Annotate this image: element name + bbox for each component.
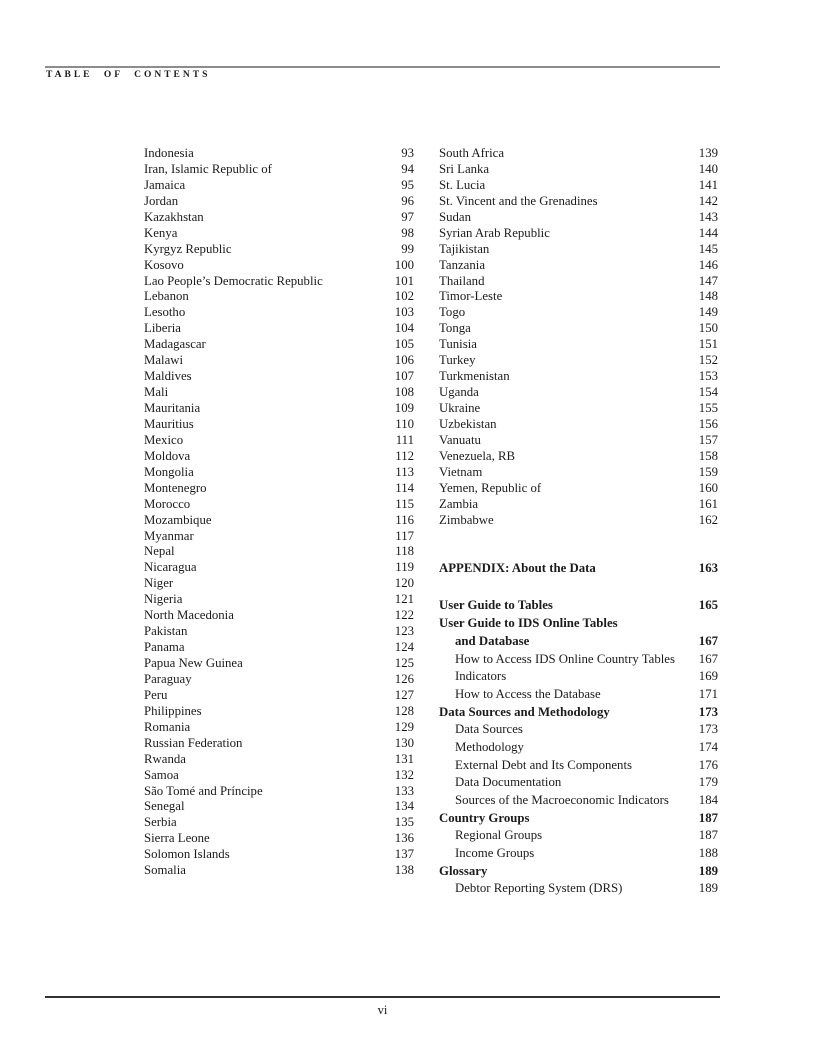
toc-appendix-list [439, 597, 718, 898]
toc-entry [144, 258, 414, 274]
toc-entry [439, 162, 718, 178]
toc-entry-title: Glossary [439, 863, 488, 878]
toc-entry-title: Montenegro [144, 480, 207, 495]
toc-entry [439, 810, 718, 828]
toc-entry-page: 153 [698, 369, 718, 384]
toc-entry-title: Serbia [144, 815, 177, 830]
toc-entry [439, 146, 718, 162]
toc-entry [144, 449, 414, 465]
toc-entry-title: User Guide to Tables [439, 598, 553, 613]
toc-entry [144, 481, 414, 497]
toc-entry [144, 194, 414, 210]
toc-entry [439, 449, 718, 465]
toc-entry-title: Data Sources and Methodology [439, 704, 610, 719]
toc-entry-title: Indonesia [144, 146, 194, 160]
toc-entry-title: Rwanda [144, 751, 186, 766]
toc-entry-page: 105 [394, 337, 414, 352]
toc-entry [439, 433, 718, 449]
toc-entry-title: Nigeria [144, 592, 183, 607]
toc-entry [439, 668, 718, 686]
toc-entry [439, 385, 718, 401]
toc-entry-title: Yemen, Republic of [439, 480, 542, 495]
toc-entry [439, 739, 718, 757]
toc-entry [439, 401, 718, 417]
toc-entry-title: Tunisia [439, 337, 477, 352]
toc-entry [144, 146, 414, 162]
toc-entry-page: 161 [698, 496, 718, 511]
toc-entry [144, 863, 414, 879]
toc-entry [439, 513, 718, 529]
toc-entry-page: 138 [394, 863, 414, 878]
page-header-title: TABLE OF CONTENTS [46, 70, 211, 80]
toc-entry-page: 95 [401, 177, 414, 192]
toc-entry-title: Zambia [439, 496, 479, 511]
toc-entry-page: 122 [394, 608, 414, 623]
toc-entry-title: Syrian Arab Republic [439, 225, 550, 240]
toc-entry [144, 210, 414, 226]
toc-entry-page: 103 [394, 305, 414, 320]
toc-entry-page: 117 [395, 528, 414, 543]
toc-entry-page: 189 [698, 863, 718, 878]
toc-entry-page: 150 [698, 321, 718, 336]
toc-entry-title: Data Sources [455, 722, 523, 737]
toc-entry-title: Sierra Leone [144, 831, 210, 846]
toc-entry-page: 188 [698, 846, 718, 861]
toc-entry-title: Mongolia [144, 464, 194, 479]
toc-entry-page: 156 [698, 416, 718, 431]
toc-entry [439, 178, 718, 194]
toc-entry [144, 401, 414, 417]
toc-entry [439, 369, 718, 385]
toc-entry-title: Indicators [455, 669, 507, 684]
toc-entry-page: 118 [395, 544, 414, 559]
toc-entry-title: Vietnam [439, 464, 483, 479]
toc-entry-page: 146 [698, 257, 718, 272]
toc-entry-page: 167 [698, 633, 718, 648]
toc-entry-page: 113 [395, 464, 414, 479]
toc-entry-title: Philippines [144, 703, 202, 718]
toc-entry-title: North Macedonia [144, 608, 234, 623]
toc-entry-title: Zimbabwe [439, 512, 494, 527]
toc-entry [439, 827, 718, 845]
toc-entry [144, 704, 414, 720]
toc-entry-title: Moldova [144, 448, 191, 463]
toc-entry-title: Thailand [439, 273, 485, 288]
toc-entry-page: 184 [698, 793, 718, 807]
toc-entry-title: Senegal [144, 799, 185, 814]
toc-entry-page: 121 [394, 592, 414, 607]
toc-entry-page: 159 [698, 464, 718, 479]
toc-entry-page: 98 [401, 225, 414, 240]
toc-entry-title: Jordan [144, 193, 179, 208]
toc-entry-title: Niger [144, 576, 174, 591]
toc-entry [144, 497, 414, 513]
toc-entry-page: 173 [698, 722, 718, 737]
page-number: vi [377, 1003, 388, 1017]
toc-entry [439, 721, 718, 739]
toc-entry-page: 128 [394, 703, 414, 718]
toc-entry [439, 337, 718, 353]
toc-entry-page: 100 [394, 257, 414, 272]
toc-entry-page: 130 [394, 735, 414, 750]
toc-left-column [144, 146, 414, 879]
toc-entry-page: 109 [394, 401, 414, 415]
toc-entry [144, 752, 414, 768]
toc-entry-page: 110 [395, 416, 414, 431]
toc-entry-page: 158 [698, 448, 718, 463]
toc-entry [144, 513, 414, 529]
toc-entry [144, 784, 414, 800]
toc-entry-title: Iran, Islamic Republic of [144, 161, 272, 176]
toc-entry-page: 104 [394, 321, 414, 336]
toc-entry [439, 194, 718, 210]
toc-entry-title: Papua New Guinea [144, 656, 243, 670]
toc-entry-title: How to Access the Database [455, 686, 601, 701]
toc-entry-title: Somalia [144, 863, 186, 878]
toc-entry-page: 135 [394, 815, 414, 830]
toc-entry [144, 162, 414, 178]
toc-entry-title: Tanzania [439, 257, 485, 272]
toc-entry-page: 116 [395, 512, 414, 527]
toc-entry-title: Data Documentation [455, 775, 562, 790]
toc-entry-title: Turkmenistan [439, 369, 510, 384]
toc-entry [439, 497, 718, 513]
toc-entry-page: 155 [698, 401, 718, 415]
toc-entry [144, 688, 414, 704]
toc-entry-title: St. Lucia [439, 177, 486, 192]
toc-entry-title: Malawi [144, 353, 184, 368]
toc-entry [144, 321, 414, 337]
toc-appendix-heading [439, 561, 718, 577]
toc-entry [144, 624, 414, 640]
toc-entry-title: Mexico [144, 432, 184, 447]
toc-entry-title: Liberia [144, 321, 181, 336]
toc-entry-page: 132 [394, 767, 414, 782]
toc-entry-page: 124 [394, 640, 414, 655]
toc-entry [144, 768, 414, 784]
toc-entry [439, 792, 718, 810]
toc-entry-page: 136 [394, 831, 414, 846]
toc-entry-page: 93 [401, 146, 414, 160]
footer-rule [45, 996, 720, 998]
toc-entry-title: South Africa [439, 146, 505, 160]
toc-entry [144, 799, 414, 815]
toc-entry-page: 189 [698, 881, 718, 896]
toc-entry [144, 337, 414, 353]
toc-entry-page: 102 [394, 289, 414, 304]
toc-entry-title: Debtor Reporting System (DRS) [455, 881, 623, 896]
toc-entry [144, 720, 414, 736]
toc-entry [439, 226, 718, 242]
toc-entry-title: Peru [144, 687, 168, 702]
toc-entry-title: Pakistan [144, 624, 188, 639]
toc-entry-title: Myanmar [144, 528, 194, 543]
toc-entry [439, 704, 718, 722]
toc-entry-page: 94 [401, 161, 414, 176]
toc-entry-page: 171 [698, 686, 718, 701]
toc-entry [439, 863, 718, 881]
toc-entry-title: Maldives [144, 369, 192, 384]
toc-right-countries [439, 146, 718, 529]
toc-entry-page: 112 [395, 448, 414, 463]
toc-entry [144, 815, 414, 831]
toc-entry-title: Venezuela, RB [439, 448, 516, 463]
toc-entry [144, 576, 414, 592]
toc-entry-title: User Guide to IDS Online Tables [439, 616, 618, 631]
toc-entry-title: How to Access IDS Online Country Tables [455, 651, 675, 666]
toc-entry-title: External Debt and Its Components [455, 757, 632, 772]
toc-entry [144, 385, 414, 401]
toc-entry [439, 845, 718, 863]
toc-entry-page: 134 [394, 799, 414, 814]
toc-entry [439, 242, 718, 258]
toc-entry [144, 242, 414, 258]
toc-entry [144, 831, 414, 847]
toc-entry-page: 108 [394, 385, 414, 400]
toc-entry-title: Ukraine [439, 401, 481, 415]
toc-entry-title: Sources of the Macroeconomic Indicators [455, 793, 669, 807]
toc-entry-title: Nepal [144, 544, 175, 559]
toc-entry-page: 129 [394, 719, 414, 734]
toc-entry [439, 880, 718, 898]
toc-entry [439, 465, 718, 481]
toc-entry [144, 560, 414, 576]
toc-entry [439, 417, 718, 433]
toc-entry [144, 672, 414, 688]
toc-entry-page: 187 [698, 810, 718, 825]
toc-entry-page: 96 [401, 193, 414, 208]
toc-entry-title: Kenya [144, 225, 178, 240]
toc-entry-page: 140 [698, 161, 718, 176]
toc-entry-page: 160 [698, 480, 718, 495]
toc-entry-page: 179 [698, 775, 718, 790]
toc-entry-title: Country Groups [439, 810, 530, 825]
toc-entry-title: Lao People’s Democratic Republic [144, 273, 323, 288]
toc-entry-title: Sri Lanka [439, 161, 490, 176]
toc-entry-title: Kosovo [144, 257, 184, 272]
toc-entry-title: Lebanon [144, 289, 189, 304]
toc-entry-page: 167 [698, 651, 718, 666]
toc-entry-title: Panama [144, 640, 185, 655]
toc-entry [144, 369, 414, 385]
toc-entry-title: Kazakhstan [144, 209, 204, 224]
toc-entry [144, 529, 414, 545]
toc-entry-title: Sudan [439, 209, 471, 224]
toc-entry-title: Madagascar [144, 337, 206, 352]
toc-entry-title: Vanuatu [439, 432, 481, 447]
toc-right-column [439, 146, 718, 898]
toc-entry [439, 305, 718, 321]
toc-entry [439, 615, 718, 633]
toc-entry-page: 163 [698, 560, 718, 575]
toc-entry [439, 353, 718, 369]
toc-entry-title: Tonga [439, 321, 471, 336]
toc-entry-page: 106 [394, 353, 414, 368]
toc-entry [144, 847, 414, 863]
toc-entry-page: 144 [698, 225, 718, 240]
toc-entry [144, 274, 414, 290]
toc-entry-title: Income Groups [455, 846, 535, 861]
toc-entry [144, 353, 414, 369]
toc-entry [439, 774, 718, 792]
toc-entry [144, 289, 414, 305]
toc-entry [144, 178, 414, 194]
toc-entry-page: 165 [698, 598, 718, 613]
toc-entry-page: 187 [698, 828, 718, 843]
toc-entry [144, 465, 414, 481]
toc-entry-page: 119 [395, 560, 414, 575]
toc-entry [439, 210, 718, 226]
toc-entry-page: 123 [394, 624, 414, 639]
toc-entry [144, 226, 414, 242]
toc-entry-title: Lesotho [144, 305, 186, 320]
toc-entry-title: Uganda [439, 385, 479, 400]
toc-entry-title: Samoa [144, 767, 179, 782]
toc-entry-page: 169 [698, 669, 718, 684]
toc-entry-page: 173 [698, 704, 718, 719]
toc-entry-page: 97 [401, 209, 414, 224]
toc-entry [439, 321, 718, 337]
toc-entry-page: 125 [394, 656, 414, 670]
toc-entry [439, 481, 718, 497]
toc-entry-page: 142 [698, 193, 718, 208]
toc-entry-page: 154 [698, 385, 718, 400]
toc-entry [439, 651, 718, 669]
toc-entry [144, 305, 414, 321]
toc-entry-page: 126 [394, 671, 414, 686]
toc-entry-title: Solomon Islands [144, 847, 230, 862]
toc-entry-page: 115 [395, 496, 414, 511]
toc-entry-title: APPENDIX: About the Data [439, 560, 596, 575]
toc-entry-title: São Tomé and Príncipe [144, 783, 263, 798]
toc-entry [439, 757, 718, 775]
toc-entry-page: 143 [698, 209, 718, 224]
toc-entry-page: 111 [395, 432, 414, 447]
toc-entry-title: Uzbekistan [439, 416, 497, 431]
toc-entry [439, 274, 718, 290]
toc-entry-page: 139 [698, 146, 718, 160]
toc-entry-page: 120 [394, 576, 414, 591]
toc-entry-page: 101 [394, 273, 414, 288]
toc-entry-title: Nicaragua [144, 560, 197, 575]
toc-entry-page: 149 [698, 305, 718, 320]
toc-entry-title: and Database [455, 633, 530, 648]
toc-entry [144, 656, 414, 672]
toc-entry [144, 736, 414, 752]
toc-entry-title: Jamaica [144, 177, 186, 192]
toc-entry [144, 433, 414, 449]
toc-entry [144, 608, 414, 624]
toc-entry-title: Turkey [439, 353, 476, 368]
toc-entry [439, 258, 718, 274]
toc-entry [144, 592, 414, 608]
toc-entry [439, 686, 718, 704]
toc-entry-title: Romania [144, 719, 191, 734]
toc-entry-page: 176 [698, 757, 718, 772]
toc-entry [439, 597, 718, 615]
toc-entry [144, 544, 414, 560]
toc-entry [144, 640, 414, 656]
toc-entry [144, 417, 414, 433]
toc-entry-title: Togo [439, 305, 466, 320]
toc-entry-title: Russian Federation [144, 735, 243, 750]
toc-entry-page: 127 [394, 687, 414, 702]
toc-entry-page: 174 [698, 739, 718, 754]
toc-entry-title: Timor-Leste [439, 289, 503, 304]
toc-entry-page: 107 [394, 369, 414, 384]
toc-entry-page: 141 [698, 177, 718, 192]
toc-entry-title: Tajikistan [439, 241, 490, 256]
toc-entry-title: Paraguay [144, 671, 192, 686]
toc-entry-page: 114 [395, 480, 414, 495]
toc-entry-title: Kyrgyz Republic [144, 241, 232, 256]
toc-entry-title: Morocco [144, 496, 191, 511]
toc-entry-title: Methodology [455, 739, 524, 754]
toc-entry [439, 289, 718, 305]
toc-entry-page: 152 [698, 353, 718, 368]
toc-entry [439, 633, 718, 651]
toc-entry-page: 162 [698, 512, 718, 527]
toc-entry-page: 148 [698, 289, 718, 304]
toc-entry-page: 145 [698, 241, 718, 256]
toc-entry-title: Mozambique [144, 512, 212, 527]
toc-entry-page: 157 [698, 432, 718, 447]
toc-entry-title: Regional Groups [455, 828, 543, 843]
toc-entry-page: 131 [394, 751, 414, 766]
toc-entry-title: St. Vincent and the Grenadines [439, 193, 598, 208]
toc-entry-page: 151 [698, 337, 718, 352]
toc-entry-title: Mali [144, 385, 169, 400]
header-rule [45, 66, 720, 68]
toc-entry-page: 137 [394, 847, 414, 862]
toc-entry-page: 147 [698, 273, 718, 288]
toc-entry-page: 99 [401, 241, 414, 256]
toc-entry-title: Mauritius [144, 416, 194, 431]
toc-entry-page: 133 [394, 783, 414, 798]
toc-entry-title: Mauritania [144, 401, 201, 415]
